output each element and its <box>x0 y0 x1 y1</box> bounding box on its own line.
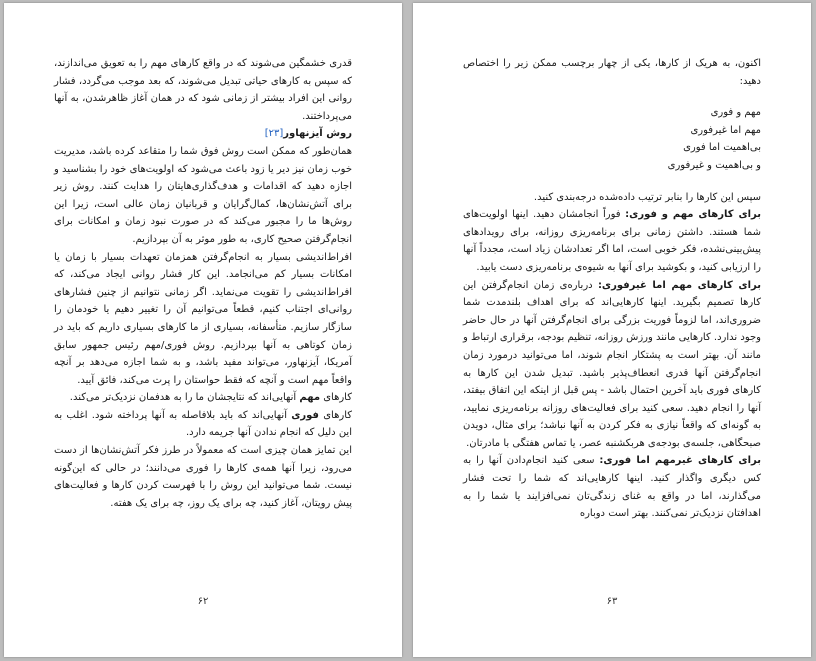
list-item: مهم و فوری <box>710 107 761 119</box>
paragraph <box>54 407 352 442</box>
paragraph: افراط‌اندیشی بسیار به انجام‌گرفتن همزمان تعهدات بسیار با زمان یا امکانات بسیار کم می‌انجامد. این کار فشار روانی ایجاد می‌کند، که افراط‌اندیشی را تقویت می‌نماید. اگر زمانی نتوانیم از چنین فشارهای روانی‌ای اجتناب کنیم، قطعاً می‌توانیم آن را تغییر دهیم یا خودمان را سازگار سازیم. متأسفانه، بسیاری از ما کارهای بسیاری داریم که باید در زمان کوتاهی به آنها بپردازیم. روش فوری/مهم رئیس جمهور سابق آمریکا، آیزنهاور، می‌تواند مفید باشد، و به شما اجازه می‌دهد بر آنچه واقعاً مهم است و آنچه که فقط حواستان را پرت می‌کند، فائق آیید. <box>54 251 352 386</box>
paragraph: اکنون، به هریک از کارها، یکی از چهار برچسب ممکن زیر را اختصاص دهید: <box>463 58 761 87</box>
spacer <box>463 175 761 189</box>
right-page-text <box>463 55 761 523</box>
text-run: فوراً انجامشان دهید. اینها اولویت‌های شما هستند. داشتن زمانی برای برنامه‌ریزی روزانه، برای رویدادهای پیش‌بینی‌نشده، فکر خوبی است، اما اگر تعدادشان زیاد است، مجدداً آنها را ارزیابی کنید، و بکوشید برای آنها به شیوه‌ی برنامه‌ریزی دست یابید. <box>463 209 761 273</box>
page-number: ۶۳ <box>606 596 618 607</box>
bold-label: برای کارهای غیرمهم اما فوری: <box>599 455 761 467</box>
bold-term: مهم <box>299 392 321 404</box>
text-run: سعی کنید انجام‌دادن آنها را به کس دیگری واگذار کنید. اینها کارهایی‌اند که شما را تحت فشار می‌گذارند، اما در واقع به غنای زندگی‌تان نمی‌افزایند یا شما را به اهدافتان نزدیک‌تر نمی‌کنند. بهتر است دوباره <box>463 455 761 520</box>
heading-text: روش آیزنهاور <box>283 128 352 140</box>
list-item: مهم اما غیرفوری <box>690 124 761 136</box>
bold-term: فوری <box>291 409 319 421</box>
left-page <box>4 3 402 657</box>
footnote-reference-link[interactable]: [۲۳] <box>264 128 284 140</box>
right-page <box>413 3 811 657</box>
section-heading <box>54 125 352 143</box>
paragraph: همان‌طور که ممکن است روش فوق شما را متقاعد کرده باشد، مدیریت خوب زمان نیز دیر یا زود باعث می‌شود که اولویت‌های خود را بشناسید و اجازه دهید که اقدامات و هدف‌گذاری‌هایتان را هدایت کنند. روش زیر برای آتش‌نشان‌ها، کمال‌گرایان و قربانیان زمان عالی است، زیرا این روش‌ها ما را مجبور می‌کند که در صورت نبود زمان و امکانات برای انجام‌گرفتن صحیح کاری، به طور موثر به آن بپردازیم. <box>54 145 352 245</box>
left-page-text <box>54 55 352 512</box>
text-run: درباره‌ی زمان انجام‌گرفتن این کارها تصمیم بگیرید. اینها کارهایی‌اند که برای اهداف بلندمدت شما ضروری‌اند، اما لزوماً فوریت بزرگی برای انجام‌گرفتن آنها در حال حاضر وجود ندارد. کارهایی مانند ورزش روزانه، تنظیم بودجه، برقراری ارتباط و مانند آن. بهتر است به پشتکار انجام شوند، اما می‌توانید درمورد زمان انجام‌گرفتن آنها قدری انعطاف‌پذیر باشید. تبدیل شدن این کارها به کارهای فوری باید آخرین احتمال باشد - پس قبل از اینکه این اتفاق بیفتد، آنها را انجام دهید. سعی کنید برای فعالیت‌های روزانه برنامه‌ریزی نمایید، به گونه‌ای که واقعاً نیازی به فکر کردن به آنها نباشد؛ برای مثال، دویدن صبحگاهی، جلسه‌ی بودجه‌ی هربکشنبه عصر، یا تماس هفتگی با مادرتان. <box>463 279 761 449</box>
text-run: کارهای <box>320 392 352 404</box>
bold-label: برای کارهای مهم اما غیرفوری: <box>597 279 762 291</box>
paragraph: این تمایز همان چیزی است که معمولاً در طرز فکر آتش‌نشان‌ها از دست می‌رود، زیرا آنها همه‌ی کارها را فوری می‌دانند؛ در حالی که این‌گونه نیست. شما می‌توانید این روش را با فهرست کردن کارها و فعالیت‌های پیش رویتان، آغاز کنید، چه برای یک روز، چه برای یک هفته. <box>54 445 352 509</box>
paragraph: سپس این کارها را بنابر ترتیب داده‌شده درجه‌بندی کنید. <box>533 191 761 203</box>
page-number: ۶۲ <box>197 596 209 607</box>
spacer <box>463 90 761 104</box>
list-item: بی‌اهمیت اما فوری <box>683 142 761 154</box>
paragraph <box>463 452 761 522</box>
bold-label: برای کارهای مهم و فوری: <box>625 209 762 221</box>
text-run: آنهایی‌اند که نتایجشان ما را به هدفمان نزدیک‌تر می‌کند. <box>69 392 300 404</box>
text-run: آنهایی‌اند که باید بلافاصله به آنها پرداخته شود. اغلب به این دلیل که انجام ندادن آنها جریمه دارد. <box>54 409 352 439</box>
list-item: و بی‌اهمیت و غیرفوری <box>667 159 761 171</box>
paragraph <box>463 206 761 276</box>
paragraph <box>54 389 352 407</box>
paragraph <box>463 277 761 453</box>
paragraph: قدری خشمگین می‌شوند که در واقع کارهای مهم را به تعویق می‌اندازند، که سپس به کارهای حیاتی تبدیل می‌شوند، که بعد موجب می‌گردد، فشار روانی این افراد بیشتر از زمانی شود که در همان آغاز ظاهرشدن، به آنها می‌پرداختند. <box>54 58 352 122</box>
text-run: کارهای <box>318 409 352 421</box>
